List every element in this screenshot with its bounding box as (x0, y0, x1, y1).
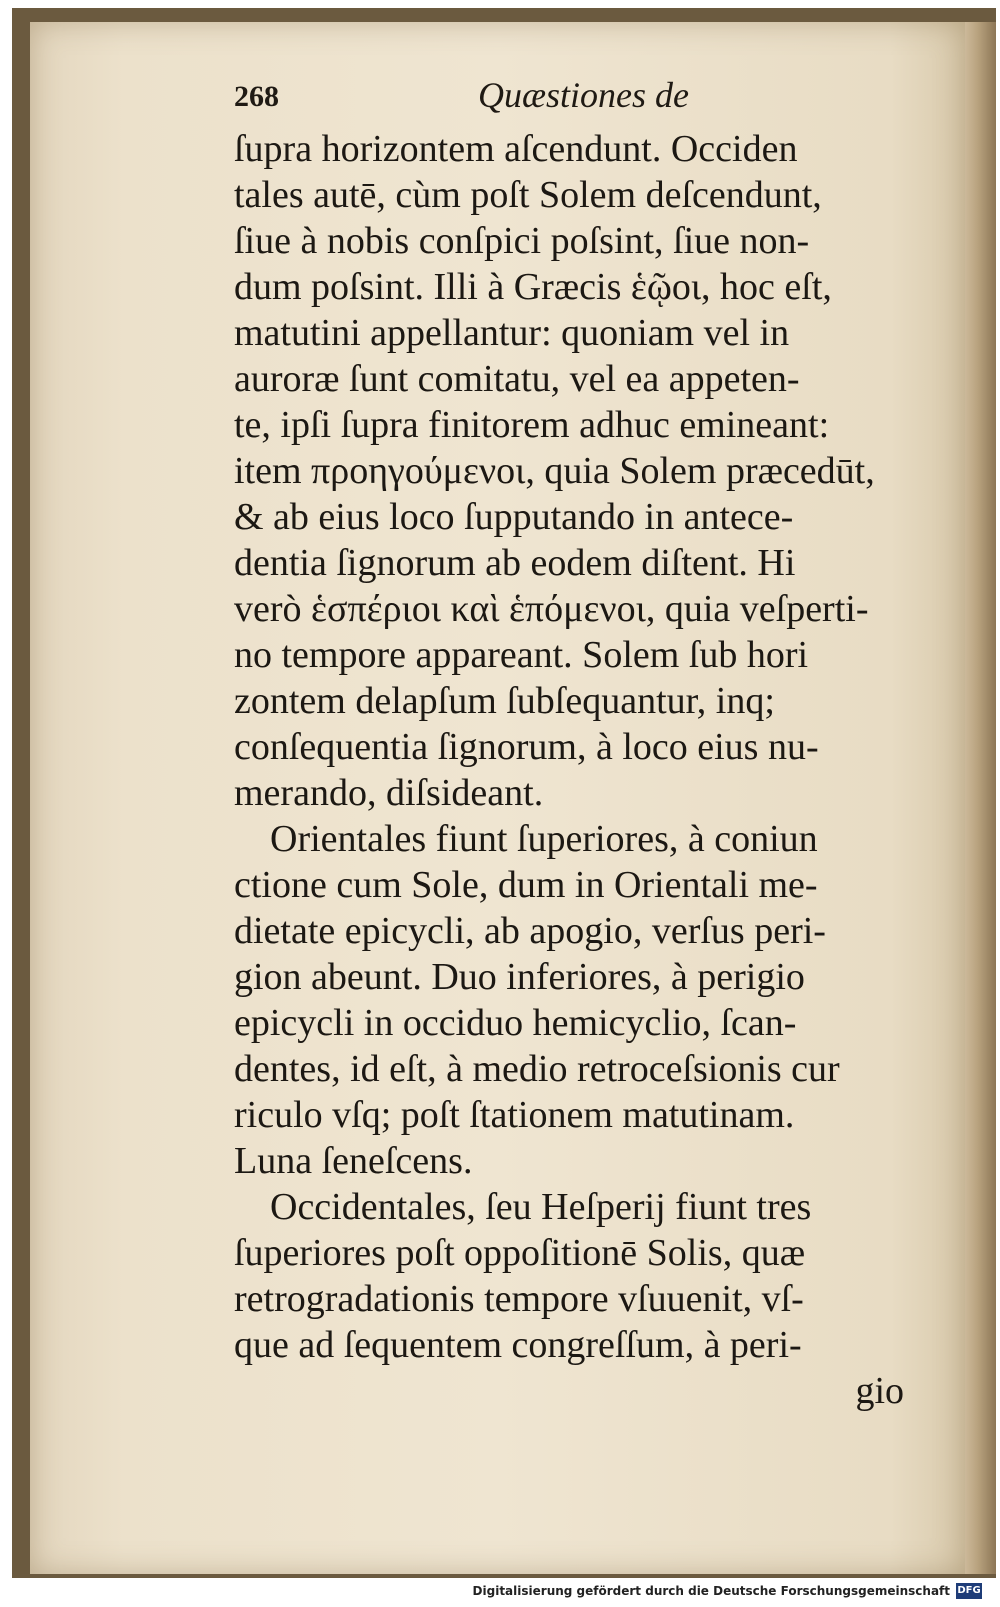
text-line: ctione cum Sole, dum in Orientali me- (234, 864, 818, 906)
text-line: conſequentia ſignorum, à loco eius nu- (234, 726, 819, 768)
text-line: dentia ſignorum ab eodem diſtent. Hi (234, 542, 796, 584)
text-line: dum poſsint. Illi à Græcis ἑῷοι, hoc eſt, (234, 266, 832, 308)
text-line: ſupra horizontem aſcendunt. Occiden (234, 128, 798, 170)
catchword: gio (855, 1370, 904, 1412)
text-line: retrogradationis tempore vſuuenit, vſ- (234, 1278, 804, 1320)
dfg-logo: DFG (956, 1583, 982, 1599)
text-line: te, ipſi ſupra finitorem adhuc emineant: (234, 404, 830, 446)
text-line: item προηγούμενοι, quia Solem præcedūt, (234, 450, 875, 492)
text-line: matutini appellantur: quoniam vel in (234, 312, 790, 354)
text-line: tales autē, cùm poſt Solem deſcendunt, (234, 174, 822, 216)
text-line: Luna ſeneſcens. (234, 1140, 473, 1182)
page-number: 268 (234, 80, 279, 113)
funding-credit: Digitalisierung gefördert durch die Deutsche Forschungsgemeinschaft (472, 1584, 950, 1598)
text-line: zontem delapſum ſubſequantur, inq; (234, 680, 775, 722)
page-edge (965, 22, 996, 1574)
text-line: auroræ ſunt comitatu, vel ea appeten- (234, 358, 800, 400)
text-line: dentes, id eſt, à medio retroceſsionis cur (234, 1048, 840, 1090)
text-line: ſiue à nobis conſpici poſsint, ſiue non- (234, 220, 810, 262)
body-text (234, 126, 914, 1414)
running-title: Quæstiones de (478, 75, 689, 115)
text-line: gion abeunt. Duo inferiores, à perigio (234, 956, 805, 998)
text-line: merando, diſsideant. (234, 772, 544, 814)
text-line: riculo vſq; poſt ſtationem matutinam. (234, 1094, 795, 1136)
text-line: ſuperiores poſt oppoſitionē Solis, quæ (234, 1232, 806, 1274)
footer-bar (0, 1580, 1000, 1607)
text-line: epicycli in occiduo hemicyclio, ſcan- (234, 1002, 797, 1044)
text-line: que ad ſequentem congreſſum, à peri- (234, 1324, 802, 1366)
page-header (234, 74, 914, 122)
text-line: verò ἑσπέριοι καὶ ἑπόμενοι, quia veſperti- (234, 588, 869, 630)
text-line: no tempore appareant. Solem ſub hori (234, 634, 809, 676)
paragraph-start-line: Occidentales, ſeu Heſperij fiunt tres (270, 1186, 812, 1228)
text-line: dietate epicycli, ab apogio, verſus peri- (234, 910, 826, 952)
text-line: & ab eius loco ſupputando in antece- (234, 496, 794, 538)
paragraph-start-line: Orientales fiunt ſuperiores, à coniun (270, 818, 818, 860)
